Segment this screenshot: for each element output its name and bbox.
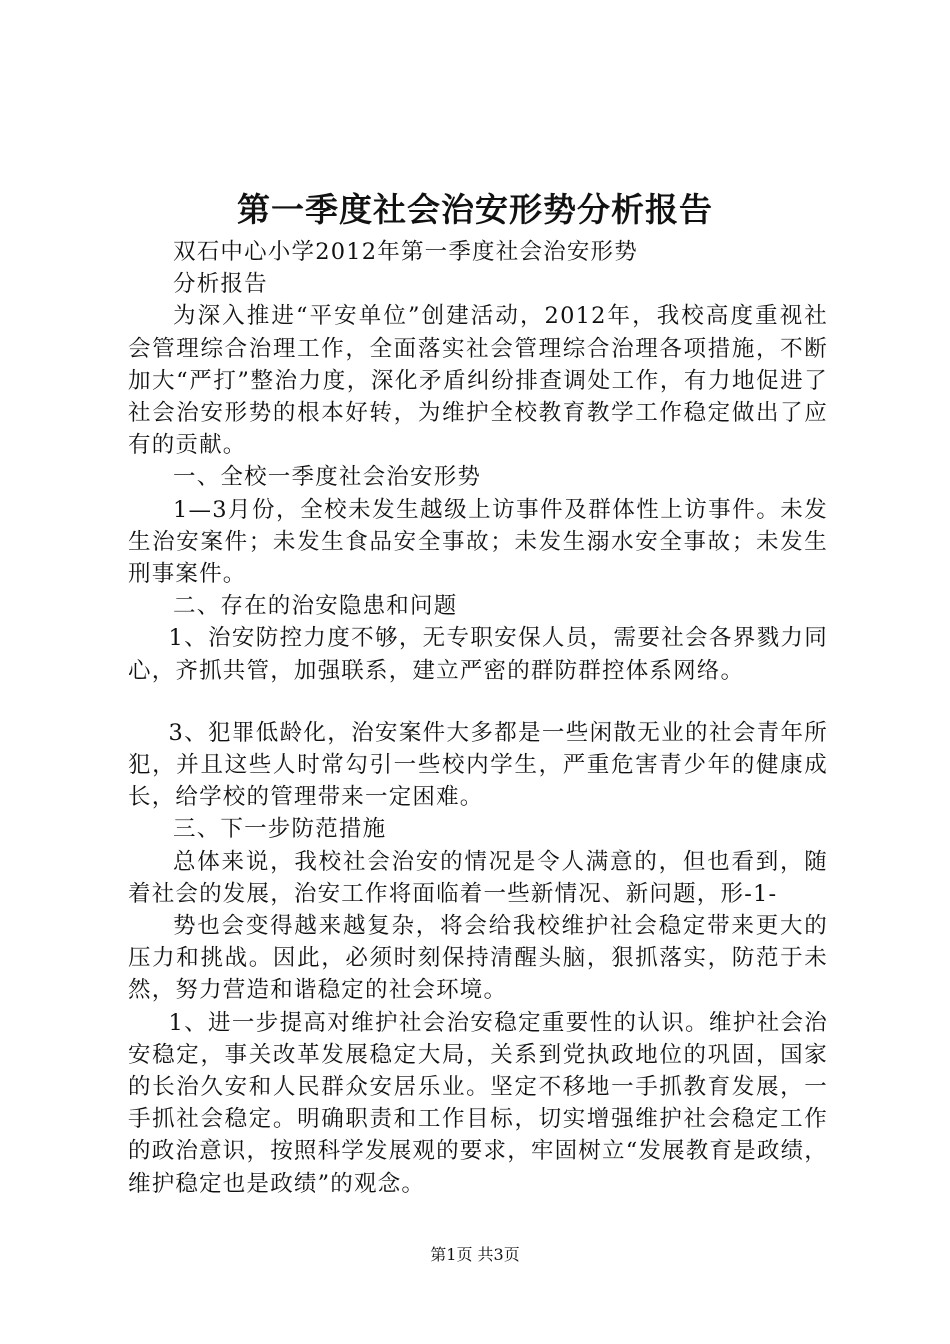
paragraph-measure-1: 1、进一步提高对维护社会治安稳定重要性的认识。维护社会治安稳定，事关改革发展稳定大局，关系到党执政地位的巩固，国家的长治久安和人民群众安居乐业。坚定不移地一手抓教育发展，一手抓社会稳定。明确职责和工作目标，切实增强维护社会稳定工作的政治意识，按照科学发展观的要求，牢固树立“发展教育是政绩，维护稳定也是政绩”的观念。 — [128, 1009, 829, 1197]
page-footer: 第1页 共3页 — [430, 1245, 520, 1264]
paragraph-issue-3: 3、犯罪低龄化，治安案件大多都是一些闲散无业的社会青年所犯，并且这些人时常勾引一些校内学生，严重危害青少年的健康成长，给学校的管理带来一定困难。 — [128, 719, 828, 811]
section-heading-2: 二、存在的治安隐患和问题 — [173, 593, 458, 620]
document-body — [128, 236, 828, 1200]
document-subtitle-line-1: 双石中心小学2012年第一季度社会治安形势 — [173, 239, 638, 265]
paragraph-summary-continued: 势也会变得越来越复杂，将会给我校维护社会稳定带来更大的压力和挑战。因此，必须时刻保持清醒头脑，狠抓落实，防范于未然，努力营造和谐稳定的社会环境。 — [128, 913, 828, 1004]
document-title: 第一季度社会治安形势分析报告 — [237, 190, 713, 229]
section-heading-3: 三、下一步防范措施 — [173, 816, 387, 843]
paragraph-issue-1: 1、治安防控力度不够，无专职安保人员，需要社会各界戮力同心，齐抓共管，加强联系，建立严密的群防群控体系网络。 — [128, 625, 828, 684]
section-heading-1: 一、全校一季度社会治安形势 — [173, 464, 482, 491]
paragraph-summary: 总体来说，我校社会治安的情况是令人满意的，但也看到，随着社会的发展，治安工作将面临着一些新情况、新问题，形-1- — [128, 848, 828, 907]
paragraph-intro: 为深入推进“平安单位”创建活动，2012年，我校高度重视社会管理综合治理工作，全面落实社会管理综合治理各项措施，不断加大“严打”整治力度，深化矛盾纠纷排查调处工作，有力地促进了社会治安形势的根本好转，为维护全校教育教学工作稳定做出了应有的贡献。 — [128, 303, 828, 459]
document-subtitle-line-2: 分析报告 — [173, 271, 268, 298]
paragraph-section-1: 1—3月份，全校未发生越级上访事件及群体性上访事件。未发生治安案件；未发生食品安全事故；未发生溺水安全事故；未发生刑事案件。 — [128, 496, 828, 588]
